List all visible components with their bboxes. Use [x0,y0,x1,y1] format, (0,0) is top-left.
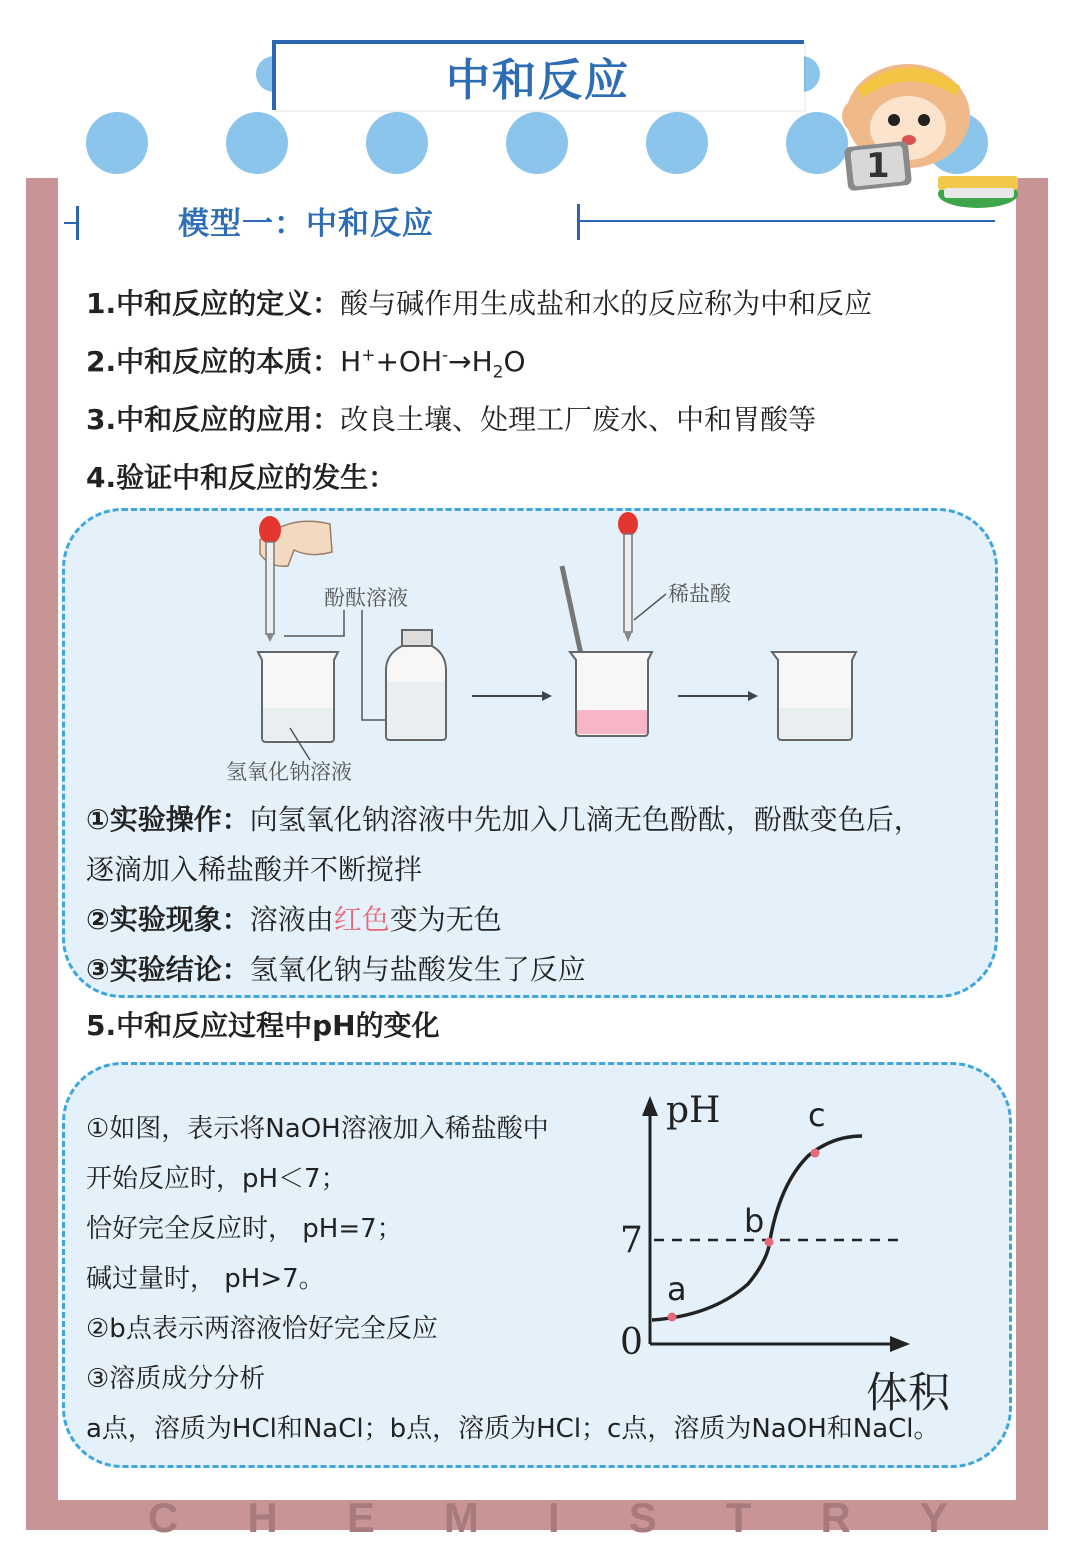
monkey-mascot-illustration [828,56,1018,216]
mascot-card-number: 1 [866,146,890,186]
graph-origin-label: 0 [620,1322,643,1363]
formula-sub-2: 2 [492,362,504,383]
phenomenon-red: 红色 [333,903,390,936]
formula-oh: +OH [375,345,442,378]
point-definition-label: 1.中和反应的定义： [86,287,341,320]
deco-dot [366,112,428,174]
point-application-text: 改良土壤、处理工厂废水、中和胃酸等 [340,403,817,436]
graph-y-axis-arrow [642,1096,658,1116]
watermark-letter: E [346,1494,375,1541]
ph-line-5: ②b点表示两溶液恰好完全反应 [86,1314,438,1344]
point-verify-label: 4.验证中和反应的发生： [86,461,397,494]
experiment-conclusion-text: 氢氧化钠与盐酸发生了反应 [249,953,586,986]
experiment-apparatus-illustration [230,510,870,770]
graph-x-axis-label: 体积 [866,1368,951,1417]
watermark-letter: S [628,1494,657,1541]
graph-label-a: a [667,1270,687,1308]
experiment-conclusion [86,948,586,988]
formula-h: H [340,345,362,378]
graph-point-b [765,1238,774,1247]
chemistry-watermark [148,1494,948,1542]
graph-point-c [811,1149,820,1158]
experiment-operation-cont: 逐滴加入稀盐酸并不断搅拌 [86,853,423,886]
formula-arrow-h: →H [448,345,493,378]
deco-dot [86,112,148,174]
watermark-letter: H [247,1494,278,1541]
ph-line-6: ③溶质成分分析 [86,1364,266,1394]
graph-x-axis-arrow [890,1336,910,1352]
formula-o: O [503,345,526,378]
formula-minus-sup: - [442,345,449,366]
frame-right [1016,178,1048,1530]
experiment-operation-label: ①实验操作： [86,803,250,836]
point-application [86,398,816,438]
ph-line-1: ①如图，表示将NaOH溶液加入稀盐酸中 [86,1114,549,1144]
graph-tick-7: 7 [620,1220,643,1261]
graph-point-a [668,1313,677,1322]
graph-label-b: b [744,1202,765,1240]
ph-section-heading-text: 5.中和反应过程中pH的变化 [86,1009,440,1042]
label-phenolphthalein: 酚酞溶液 [324,586,408,610]
graph-label-c: c [808,1096,826,1134]
point-essence [86,340,526,383]
ph-section-heading [86,1004,440,1044]
ph-line-4: 碱过量时， pH>7。 [86,1264,325,1294]
frame-left [26,178,58,1530]
point-definition-text: 酸与碱作用生成盐和水的反应称为中和反应 [340,287,873,320]
heading-rule-left [76,206,79,240]
page-title: 中和反应 [446,55,630,106]
heading-rule-left-tick [64,222,76,224]
watermark-letter: T [725,1494,752,1541]
point-verify [86,456,396,496]
graph-y-axis-label: pH [666,1090,721,1131]
phenomenon-pre: 溶液由 [249,903,334,936]
watermark-letter: M [443,1494,479,1541]
phenomenon-post: 变为无色 [389,903,502,936]
experiment-phenomenon-label: ②实验现象： [86,903,250,936]
label-naoh-solution: 氢氧化钠溶液 [226,760,352,784]
deco-dot [226,112,288,174]
point-essence-label: 2.中和反应的本质： [86,345,341,378]
experiment-phenomenon [86,898,502,938]
formula-plus-sup: + [361,345,376,366]
watermark-letter: C [148,1494,179,1541]
experiment-operation-text: 向氢氧化钠溶液中先加入几滴无色酚酞，酚酞变色后， [249,803,922,836]
point-application-label: 3.中和反应的应用： [86,403,341,436]
ph-line-2: 开始反应时，pH＜7； [86,1164,347,1194]
experiment-conclusion-label: ③实验结论： [86,953,250,986]
watermark-letter: R [820,1494,851,1541]
ph-line-3: 恰好完全反应时， pH=7； [86,1214,403,1244]
ph-line-7: a点，溶质为HCl和NaCl；b点，溶质为HCl；c点，溶质为NaOH和NaCl。 [86,1414,940,1444]
deco-dot [506,112,568,174]
point-definition [86,282,872,322]
watermark-letter: I [547,1494,560,1541]
experiment-operation [86,798,922,838]
heading-rule-right [577,204,580,240]
deco-dot [646,112,708,174]
section-heading: 模型一：中和反应 [178,206,434,242]
watermark-letter: Y [919,1494,948,1541]
label-dilute-hcl: 稀盐酸 [668,582,731,606]
heading-underline [580,220,995,222]
